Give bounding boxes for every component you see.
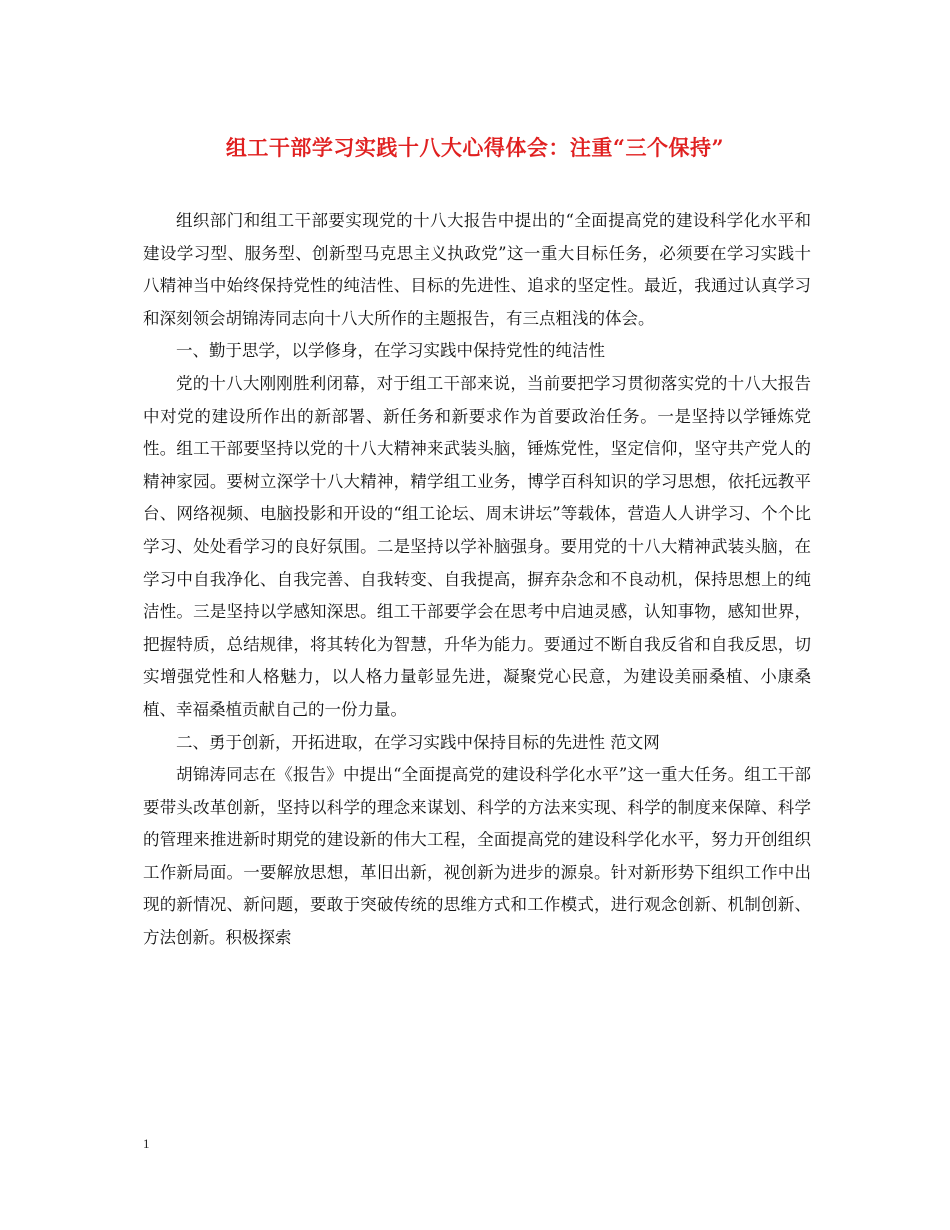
page-number: 1 [143, 1136, 150, 1151]
section-heading-1: 一、勤于思学，以学修身，在学习实践中保持党性的纯洁性 [176, 341, 605, 361]
paragraph-intro: 组织部门和组工干部要实现党的十八大报告中提出的“全面提高党的建设科学化水平和建设学习型、服务型、创新型马克思主义执政党”这一重大目标任务，必须要在学习实践十八精神当中始终保持党性的纯洁性、目标的先进性、追求的坚定性。最近，我通过认真学习和深刻领会胡锦涛同志向十八大所作的主题报告，有三点粗浅的体会。 [143, 211, 811, 328]
document-body [143, 205, 811, 955]
document-title: 组工干部学习实践十八大心得体会：注重“三个保持” [225, 135, 725, 160]
section-heading-2: 二、勇于创新，开拓进取，在学习实践中保持目标的先进性 范文网 [176, 732, 660, 752]
paragraph-section-1: 党的十八大刚刚胜利闭幕，对于组工干部来说，当前要把学习贯彻落实党的十八大报告中对党的建设所作出的新部署、新任务和新要求作为首要政治任务。一是坚持以学锤炼党性。组工干部要坚持以党的十八大精神来武装头脑，锤炼党性，坚定信仰，坚守共产党人的精神家园。要树立深学十八大精神，精学组工业务，博学百科知识的学习思想，依托远教平台、网络视频、电脑投影和开设的“组工论坛、周末讲坛”等载体，营造人人讲学习、个个比学习、处处看学习的良好氛围。二是坚持以学补脑强身。要用党的十八大精神武装头脑，在学习中自我净化、自我完善、自我转变、自我提高，摒弃杂念和不良动机，保持思想上的纯洁性。三是坚持以学感知深思。组工干部要学会在思考中启迪灵感，认知事物，感知世界，把握特质，总结规律，将其转化为智慧，升华为能力。要通过不断自我反省和自我反思，切实增强党性和人格魅力，以人格力量彰显先进，凝聚党心民意，为建设美丽桑植、小康桑植、幸福桑植贡献自己的一份力量。 [143, 373, 811, 719]
paragraph-section-2: 胡锦涛同志在《报告》中提出“全面提高党的建设科学化水平”这一重大任务。组工干部要带头改革创新，坚持以科学的理念来谋划、科学的方法来实现、科学的制度来保障、科学的管理来推进新时期党的建设新的伟大工程，全面提高党的建设科学化水平，努力开创组织工作新局面。一要解放思想，革旧出新，视创新为进步的源泉。针对新形势下组织工作中出现的新情况、新问题，要敢于突破传统的思维方式和工作模式，进行观念创新、机制创新、方法创新。积极探索 [143, 765, 811, 948]
